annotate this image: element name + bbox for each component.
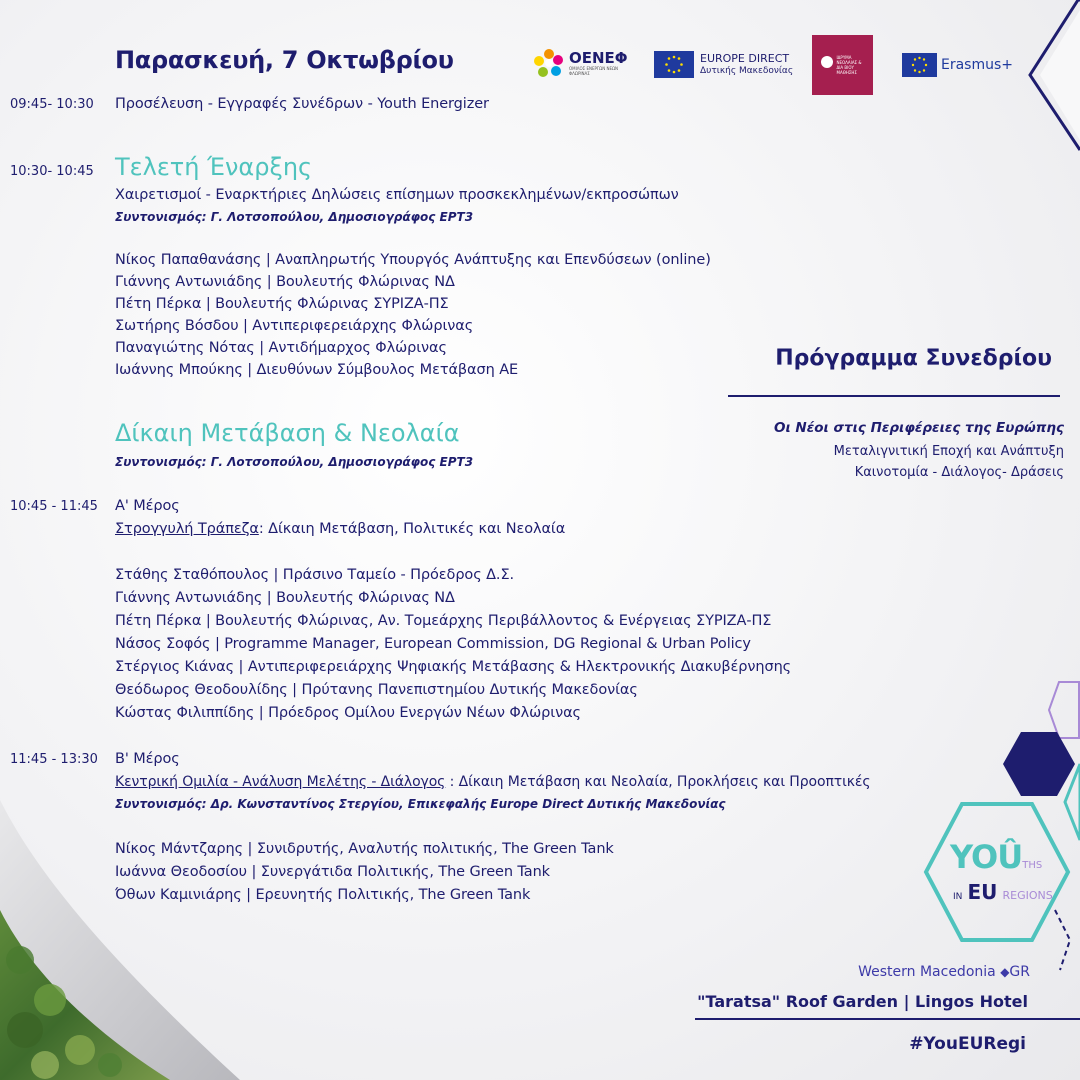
part-a-label: Α' Μέρος [115,498,180,514]
program-subtitle: Οι Νέοι στις Περιφέρειες της Ευρώπης [774,420,1064,436]
speaker-line: Ιωάννα Θεοδοσίου | Συνεργάτιδα Πολιτικής, The Green Tank [115,864,550,880]
session-1-text: Προσέλευση - Εγγραφές Συνέδρων - Youth Energizer [115,96,489,112]
section-3-title: Δίκαιη Μετάβαση & Νεολαία [115,419,460,447]
time-slot-4: 11:45 - 13:30 [10,752,98,767]
youths-regions-text: REGIONS [1002,889,1053,902]
time-slot-2: 10:30- 10:45 [10,164,94,179]
europe-direct-subtitle: Δυτικής Μακεδονίας [700,66,794,76]
venue-underline [695,1018,1080,1020]
speaker-line: Κώστας Φιλιππίδης | Πρόεδρος Ομίλου Ενεργών Νέων Φλώρινας [115,705,581,721]
erasmus-text: Erasmus+ [941,57,1014,73]
part-b-topic-text: : Δίκαιη Μετάβαση και Νεολαία, Προκλήσεις και Προοπτικές [445,774,871,790]
program-title: Πρόγραμμα Συνεδρίου [775,346,1052,371]
date-title: Παρασκευή, 7 Οκτωβρίου [115,46,454,74]
part-a-topic-text: : Δίκαιη Μετάβαση, Πολιτικές και Νεολαία [258,521,566,537]
speaker-line: Όθων Καμινιάρης | Ερευνητής Πολιτικής, The Green Tank [115,887,531,903]
foundation-logo [812,35,873,95]
western-macedonia-text: Western Macedonia [858,964,996,980]
speaker-line: Νάσος Σοφός | Programme Manager, European Commission, DG Regional & Urban Policy [115,636,751,652]
oenef-subtitle: ΟΜΙΛΟΣ ΕΝΕΡΓΩΝ ΝΕΩΝ ΦΛΩΡΙΝΑΣ [569,66,619,76]
speaker-line: Παναγιώτης Νότας | Αντιδήμαρχος Φλώρινας [115,340,447,356]
speaker-line: Θεόδωρος Θεοδουλίδης | Πρύτανης Πανεπιστημίου Δυτικής Μακεδονίας [115,682,638,698]
speaker-line: Γιάννης Αντωνιάδης | Βουλευτής Φλώρινας ΝΔ [115,274,455,290]
erasmus-logo [902,53,1013,77]
session-2-line: Χαιρετισμοί - Εναρκτήριες Δηλώσεις επίσημων προσκεκλημένων/εκπροσώπων [115,187,679,203]
western-macedonia-gr: GR [1009,964,1030,980]
part-a-topic [115,521,565,537]
part-b-moderator: Συντονισμός: Δρ. Κωνσταντίνος Στεργίου, Επικεφαλής Europe Direct Δυτικής Μακεδονίας [115,797,726,811]
youths-eu-text: EU [967,880,998,904]
session-2-title: Τελετή Έναρξης [115,153,313,181]
speaker-line: Πέτη Πέρκα | Βουλευτής Φλώρινας ΣΥΡΙΖΑ-ΠΣ [115,296,449,312]
speaker-line: Σωτήρης Βόσδου | Αντιπεριφερειάρχης Φλώρινας [115,318,474,334]
europe-direct-title: EUROPE DIRECT [700,52,790,65]
youths-ths-text: THS [1022,860,1043,871]
time-slot-3: 10:45 - 11:45 [10,499,98,514]
youths-logo-regions [953,880,1053,904]
part-b-label: Β' Μέρος [115,751,180,767]
speaker-line: Γιάννης Αντωνιάδης | Βουλευτής Φλώρινας ΝΔ [115,590,455,606]
western-macedonia-brand [858,964,1030,980]
program-line-1: Μεταλιγνιτική Εποχή και Ανάπτυξη [833,444,1064,459]
eu-flag-icon [654,51,694,78]
speaker-line: Νίκος Μάντζαρης | Συνιδρυτής, Αναλυτής πολιτικής, The Green Tank [115,841,614,857]
europe-direct-logo [654,51,793,78]
play-icon: ◆ [1000,965,1010,979]
foundation-head-icon [820,55,834,69]
time-slot-1: 09:45- 10:30 [10,97,94,112]
program-title-underline [728,395,1060,397]
chevron-decoration [1020,0,1080,170]
speaker-line: Στάθης Σταθόπουλος | Πράσινο Ταμείο - Πρόεδρος Δ.Σ. [115,567,515,583]
session-2-moderator: Συντονισμός: Γ. Λοτσοπούλου, Δημοσιογράφος ΕΡΤ3 [115,210,474,224]
speaker-line: Στέργιος Κιάνας | Αντιπεριφερειάρχης Ψηφιακής Μετάβασης & Ηλεκτρονικής Διακυβέρνησης [115,659,792,675]
oenef-flower-icon [532,46,566,80]
program-line-2: Καινοτομία - Διάλογος- Δράσεις [854,465,1064,480]
venue: "Taratsa" Roof Garden | Lingos Hotel [697,992,1028,1011]
speaker-line: Πέτη Πέρκα | Βουλευτής Φλώρινας, Αν. Τομεάρχης Περιβάλλοντος & Ενέργειας ΣΥΡΙΖΑ-ΠΣ [115,613,772,629]
foundation-text: ΙΔΡΥΜΑ ΝΕΟΛΑΙΑΣ & ΔΙΑ ΒΙΟΥ ΜΑΘΗΣΗΣ [836,55,862,75]
speaker-line: Νίκος Παπαθανάσης | Αναπληρωτής Υπουργός Ανάπτυξης και Επενδύσεων (online) [115,252,711,268]
oenef-name: ΟΕΝΕΦ [569,49,628,67]
part-b-topic [115,774,870,790]
youths-logo-you [950,838,1042,876]
oenef-logo [532,46,629,80]
part-b-topic-label: Κεντρική Ομιλία - Ανάλυση Μελέτης - Διάλογος [115,774,446,790]
youths-in-text: IN [953,892,963,902]
hashtag: #YouEURegi [909,1034,1026,1054]
youths-you-text: YOÛ [950,838,1023,876]
erasmus-flag-icon [902,53,937,77]
part-a-topic-label: Στρογγυλή Τράπεζα [115,521,259,537]
speaker-line: Ιωάννης Μπούκης | Διευθύνων Σύμβουλος Μετάβαση ΑΕ [115,362,519,378]
section-3-moderator: Συντονισμός: Γ. Λοτσοπούλου, Δημοσιογράφος ΕΡΤ3 [115,455,474,469]
